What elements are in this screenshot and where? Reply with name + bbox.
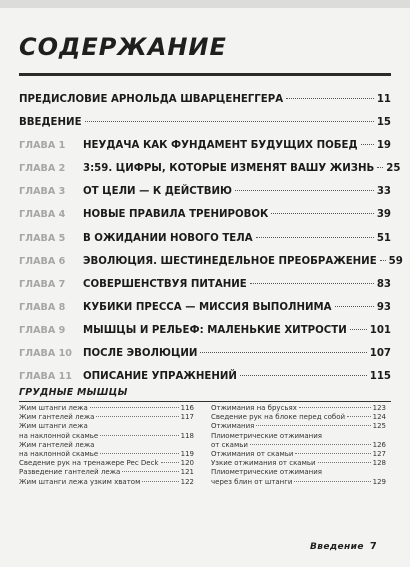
toc-leader-dots — [377, 167, 383, 168]
exercise-name: Жим штанги лежа узким хватом — [19, 477, 141, 486]
exercise-name: на наклонной скамье — [19, 450, 99, 459]
toc-chapter-number: ГЛАВА 4 — [19, 209, 66, 221]
exercise-name-line1: Плиометрические отжимания — [211, 468, 322, 477]
exercise-leader-dots — [122, 471, 178, 472]
toc-page-number: 107 — [369, 348, 391, 360]
toc-title: СОВЕРШЕНСТВУЯ ПИТАНИЕ — [83, 278, 247, 290]
toc-chapter-number: ГЛАВА 5 — [19, 232, 66, 244]
exercise-page-number: 124 — [372, 413, 386, 422]
toc-title: КУБИКИ ПРЕССА — МИССИЯ ВЫПОЛНИМА — [83, 301, 332, 313]
toc-leader-dots — [286, 98, 374, 99]
exercise-name-line1: Жим штанги лежа — [19, 422, 88, 431]
toc-chapter-number: ГЛАВА 11 — [19, 371, 72, 383]
toc-entry — [19, 319, 391, 342]
toc-leader-dots — [380, 260, 386, 261]
exercise-leader-dots — [100, 453, 178, 454]
exercise-name: Отжимания от скамьи — [211, 450, 294, 459]
toc-chapter-number: ГЛАВА 2 — [19, 163, 66, 175]
exercise-name: через блин от штанги — [211, 477, 293, 486]
toc-entry — [19, 157, 401, 180]
exercise-list-right — [211, 404, 386, 487]
exercise-name-line1: Плиометрические отжимания — [211, 431, 322, 440]
toc-leader-dots — [85, 121, 374, 122]
toc-leader-dots — [250, 283, 374, 284]
exercise-entry — [211, 468, 386, 486]
exercise-name-line1: Жим гантелей лежа — [19, 440, 95, 449]
exercise-entry — [19, 422, 194, 440]
toc-page-number: 39 — [376, 209, 391, 221]
toc-leader-dots — [256, 237, 374, 238]
toc-chapter-number: ГЛАВА 6 — [19, 255, 66, 267]
exercise-leader-dots — [256, 425, 370, 426]
toc-leader-dots — [361, 144, 374, 145]
exercise-name: Разведение гантелей лежа — [19, 468, 121, 477]
exercise-page-number: 119 — [180, 450, 194, 459]
exercise-entry — [19, 478, 194, 487]
toc-page-number: 33 — [376, 186, 391, 198]
toc-entry — [19, 180, 391, 203]
toc-entry — [19, 203, 391, 226]
exercise-name: Отжимания — [211, 422, 255, 431]
exercise-entry — [19, 459, 194, 468]
toc-entry — [19, 134, 391, 157]
toc-page-number: 25 — [386, 163, 401, 175]
exercise-leader-dots — [318, 462, 371, 463]
page-footer — [310, 541, 377, 552]
exercise-page-number: 125 — [372, 422, 386, 431]
section-title: ГРУДНЫЕ МЫШЦЫ — [19, 387, 128, 398]
toc-title: В ОЖИДАНИИ НОВОГО ТЕЛА — [83, 232, 253, 244]
exercise-page-number: 120 — [180, 459, 194, 468]
exercise-leader-dots — [100, 435, 178, 436]
toc-title: ОТ ЦЕЛИ — К ДЕЙСТВИЮ — [83, 186, 232, 198]
toc-chapter-number: ГЛАВА 1 — [19, 140, 66, 152]
page-top-edge — [0, 0, 410, 8]
exercise-name: Отжимания на брусьях — [211, 404, 297, 412]
toc-title: НОВЫЕ ПРАВИЛА ТРЕНИРОВОК — [83, 209, 269, 221]
exercise-page-number: 127 — [372, 450, 386, 459]
exercise-name: от скамьи — [211, 440, 248, 449]
toc-page-number: 83 — [376, 278, 391, 290]
toc-entry — [19, 250, 403, 273]
exercise-page-number: 116 — [180, 404, 194, 412]
toc-page-number: 11 — [376, 94, 391, 105]
toc-entry — [19, 342, 391, 365]
toc-leader-dots — [350, 329, 367, 330]
exercise-leader-dots — [90, 407, 179, 408]
exercise-entry — [211, 432, 386, 450]
toc-leader-dots — [271, 213, 373, 214]
exercise-leader-dots — [294, 481, 370, 482]
toc-title: НЕУДАЧА КАК ФУНДАМЕНТ БУДУЩИХ ПОБЕД — [83, 140, 358, 152]
toc-page-number: 15 — [376, 117, 391, 129]
footer-page-number: 7 — [369, 541, 378, 552]
exercise-leader-dots — [161, 462, 179, 463]
exercise-entry — [19, 441, 194, 459]
toc-chapter-number: ГЛАВА 3 — [19, 186, 66, 198]
table-of-contents — [19, 88, 403, 388]
toc-entry — [19, 365, 391, 388]
toc-page-number: 101 — [369, 324, 391, 336]
exercise-entry — [19, 413, 194, 422]
exercise-name: на наклонной скамье — [19, 431, 99, 440]
toc-title: 3:59. ЦИФРЫ, КОТОРЫЕ ИЗМЕНЯТ ВАШУ ЖИЗНЬ — [83, 163, 375, 175]
toc-leader-dots — [240, 375, 367, 376]
exercise-page-number: 122 — [180, 477, 194, 486]
exercise-page-number: 128 — [372, 459, 386, 468]
exercise-entry — [211, 404, 386, 413]
toc-title: ЭВОЛЮЦИЯ. ШЕСТИНЕДЕЛЬНОЕ ПРЕОБРАЖЕНИЕ — [83, 255, 377, 267]
exercise-leader-dots — [295, 453, 370, 454]
toc-chapter-number: ГЛАВА 9 — [19, 324, 66, 336]
toc-chapter-number: ГЛАВА 7 — [19, 278, 66, 290]
page-title: СОДЕРЖАНИЕ — [19, 33, 227, 61]
footer-label: Введение — [310, 542, 364, 552]
toc-page-number: 19 — [376, 140, 391, 152]
title-rule — [19, 73, 391, 76]
toc-chapter-number: ГЛАВА 8 — [19, 301, 66, 313]
exercise-name: Сведение рук на тренажере Pec Deck — [19, 459, 159, 468]
exercise-list-left — [19, 404, 194, 487]
exercise-entry — [211, 422, 386, 431]
toc-leader-dots — [235, 190, 374, 191]
toc-title: ОПИСАНИЕ УПРАЖНЕНИЙ — [83, 371, 237, 383]
toc-title: МЫШЦЫ И РЕЛЬЕФ: МАЛЕНЬКИЕ ХИТРОСТИ — [83, 324, 347, 336]
exercise-page-number: 118 — [180, 431, 194, 440]
toc-page-number: 93 — [376, 301, 391, 313]
exercise-leader-dots — [250, 444, 371, 445]
toc-page-number: 115 — [369, 371, 391, 383]
exercise-entry — [19, 468, 194, 477]
toc-entry — [19, 273, 391, 296]
toc-entry — [19, 227, 391, 250]
toc-page-number: 51 — [376, 232, 391, 244]
exercise-leader-dots — [347, 416, 371, 417]
exercise-name: Жим штанги лежа — [19, 404, 88, 412]
exercise-name: Узкие отжимания от скамьи — [211, 459, 316, 468]
exercise-page-number: 123 — [372, 404, 386, 412]
exercise-entry — [211, 450, 386, 459]
toc-leader-dots — [200, 352, 366, 353]
toc-chapter-number: ГЛАВА 10 — [19, 348, 72, 360]
toc-entry — [19, 111, 391, 134]
toc-leader-dots — [335, 306, 374, 307]
toc-title: ПРЕДИСЛОВИЕ АРНОЛЬДА ШВАРЦЕНЕГГЕРА — [19, 94, 284, 105]
toc-page-number: 59 — [388, 255, 403, 267]
exercise-leader-dots — [96, 416, 178, 417]
toc-entry — [19, 296, 391, 319]
exercise-page-number: 117 — [180, 413, 194, 422]
exercise-entry — [19, 404, 194, 413]
exercise-page-number: 129 — [372, 477, 386, 486]
exercise-page-number: 121 — [180, 468, 194, 477]
section-rule — [19, 401, 391, 402]
exercise-name: Сведение рук на блоке перед собой — [211, 413, 346, 422]
toc-entry — [19, 88, 391, 111]
exercise-entry — [211, 413, 386, 422]
exercise-name: Жим гантелей лежа — [19, 413, 95, 422]
exercise-entry — [211, 459, 386, 468]
exercise-leader-dots — [299, 407, 371, 408]
exercise-page-number: 126 — [372, 440, 386, 449]
exercise-leader-dots — [142, 481, 178, 482]
toc-title: ВВЕДЕНИЕ — [19, 117, 82, 129]
toc-title: ПОСЛЕ ЭВОЛЮЦИИ — [83, 348, 198, 360]
